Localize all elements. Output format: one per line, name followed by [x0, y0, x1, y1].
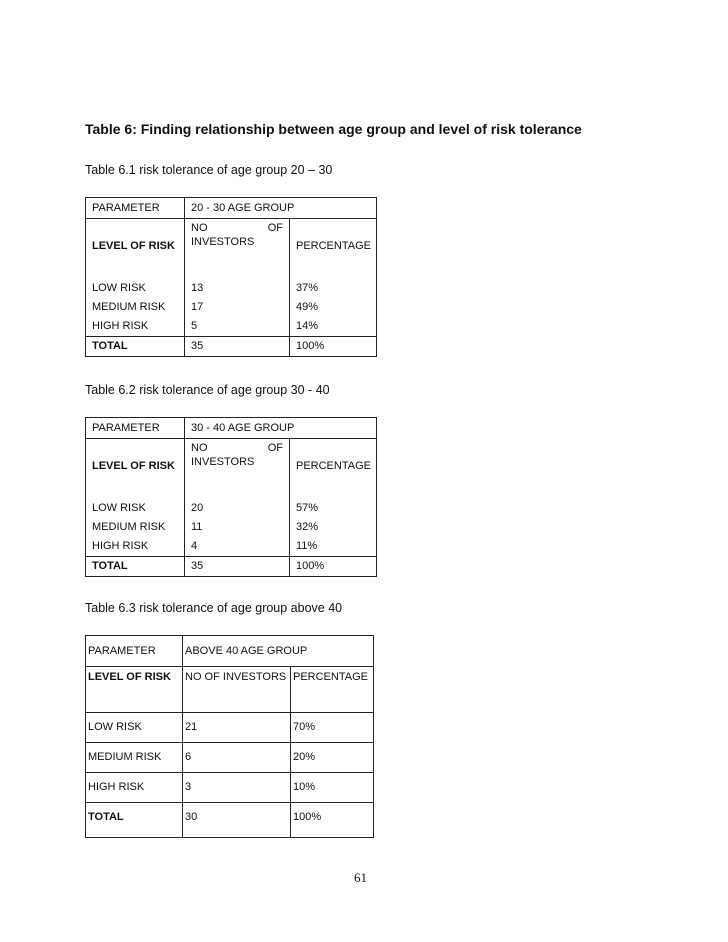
total-row: TOTAL 30 100% — [86, 803, 374, 838]
table-caption-6-3: Table 6.3 risk tolerance of age group above 40 — [85, 601, 343, 615]
table-6-1 — [85, 197, 377, 357]
age-group-label: 20 - 30 AGE GROUP — [185, 198, 377, 219]
table-row: LOW RISK 20 57% — [86, 499, 377, 518]
table-row: MEDIUM RISK 6 20% — [86, 743, 374, 773]
parameter-label: PARAMETER — [86, 418, 185, 439]
table-row: LOW RISK 13 37% — [86, 279, 377, 298]
parameter-label: PARAMETER — [86, 198, 185, 219]
age-group-label: 30 - 40 AGE GROUP — [185, 418, 377, 439]
table-row: HIGH RISK 4 11% — [86, 537, 377, 557]
investors-header: NO OF INVESTORS — [183, 667, 291, 697]
percentage-header: PERCENTAGE — [290, 219, 377, 260]
table-6-3 — [85, 635, 374, 838]
table-row: LOW RISK 21 70% — [86, 713, 374, 743]
table-caption-6-1: Table 6.1 risk tolerance of age group 20 – 30 — [85, 163, 333, 177]
level-of-risk-header: LEVEL OF RISK — [86, 219, 185, 260]
parameter-label: PARAMETER — [86, 636, 183, 667]
section-heading: Table 6: Finding relationship between age group and level of risk tolerance — [85, 121, 582, 137]
table-caption-6-2: Table 6.2 risk tolerance of age group 30 - 40 — [85, 383, 330, 397]
percentage-header: PERCENTAGE — [290, 439, 377, 480]
table-6-2 — [85, 417, 377, 577]
table-row: MEDIUM RISK 17 49% — [86, 298, 377, 317]
investors-header: NO OF INVESTORS — [185, 439, 290, 480]
table-row: HIGH RISK 5 14% — [86, 317, 377, 337]
total-row: TOTAL 35 100% — [86, 337, 377, 357]
level-of-risk-header: LEVEL OF RISK — [86, 439, 185, 480]
percentage-header: PERCENTAGE — [291, 667, 374, 697]
table-row: HIGH RISK 3 10% — [86, 773, 374, 803]
table-row: MEDIUM RISK 11 32% — [86, 518, 377, 537]
total-row: TOTAL 35 100% — [86, 557, 377, 577]
level-of-risk-header: LEVEL OF RISK — [86, 667, 183, 697]
age-group-label: ABOVE 40 AGE GROUP — [183, 636, 374, 667]
investors-header: NO OF INVESTORS — [185, 219, 290, 260]
page-number: 61 — [354, 870, 367, 885]
